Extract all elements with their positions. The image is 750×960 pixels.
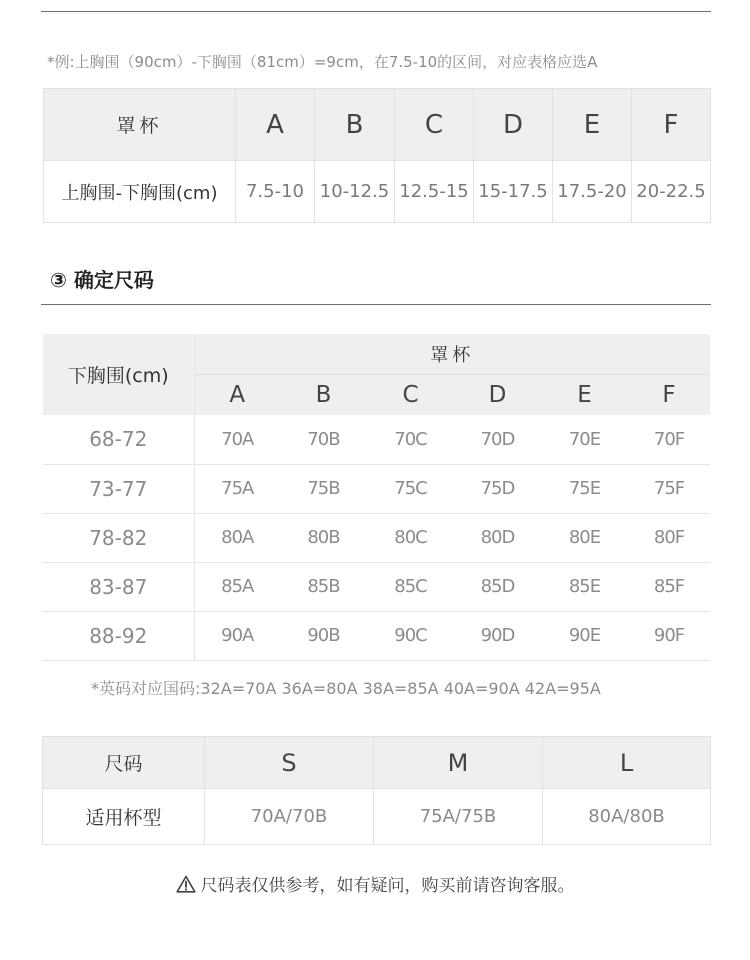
table-row — [43, 415, 710, 464]
cup-range-label: 上胸围-下胸围(cm) — [44, 161, 236, 223]
size-cell: 80D — [454, 513, 541, 562]
fit-cup-m: 75A/75B — [374, 789, 543, 845]
cup-header-b: B — [315, 89, 395, 161]
cup-header-d: D — [474, 89, 553, 161]
size-cell: 85C — [367, 562, 454, 611]
size-cup-e: E — [541, 374, 628, 415]
fit-header-row — [43, 737, 711, 789]
warning-icon — [176, 875, 196, 893]
size-cell: 75B — [280, 464, 367, 513]
size-cup-c: C — [367, 374, 454, 415]
underbust-range: 68-72 — [43, 415, 194, 464]
cup-header-f: F — [632, 89, 711, 161]
cup-range-e: 17.5-20 — [553, 161, 632, 223]
size-cell: 80C — [367, 513, 454, 562]
size-cell: 85B — [280, 562, 367, 611]
section-number: ③ — [50, 268, 67, 292]
size-cell: 90D — [454, 611, 541, 660]
cup-header-a: A — [236, 89, 315, 161]
cup-header-c: C — [395, 89, 474, 161]
fit-cup-row — [43, 789, 711, 845]
footer-text: 尺码表仅供参考，如有疑问，购买前请咨询客服。 — [200, 876, 575, 896]
size-cell: 70A — [194, 415, 280, 464]
top-divider — [41, 11, 711, 12]
size-cell: 75E — [541, 464, 628, 513]
underbust-range: 78-82 — [43, 513, 194, 562]
size-cell: 90E — [541, 611, 628, 660]
table-row — [43, 513, 710, 562]
cup-header-e: E — [553, 89, 632, 161]
cup-range-f: 20-22.5 — [632, 161, 711, 223]
table-row — [43, 611, 710, 660]
size-cell: 85D — [454, 562, 541, 611]
size-cell: 75F — [628, 464, 710, 513]
size-cell: 90A — [194, 611, 280, 660]
table-row — [43, 562, 710, 611]
size-cell: 90F — [628, 611, 710, 660]
size-cell: 70B — [280, 415, 367, 464]
cup-header-label: 罩杯 — [44, 89, 236, 161]
size-cell: 75D — [454, 464, 541, 513]
size-cell: 80E — [541, 513, 628, 562]
fit-cup-l: 80A/80B — [543, 789, 711, 845]
conversion-note: *英码对应国码:32A=70A 36A=80A 38A=85A 40A=90A 42A=95A — [91, 679, 601, 698]
underbust-range: 73-77 — [43, 464, 194, 513]
size-cell: 70E — [541, 415, 628, 464]
size-cell: 80F — [628, 513, 710, 562]
cup-range-c: 12.5-15 — [395, 161, 474, 223]
size-cell: 85A — [194, 562, 280, 611]
cup-range-table — [43, 88, 711, 223]
fit-cup-s: 70A/70B — [205, 789, 374, 845]
underbust-range: 88-92 — [43, 611, 194, 660]
fit-header-label: 尺码 — [43, 737, 205, 789]
cup-header-row — [44, 89, 711, 161]
section-divider — [41, 304, 711, 305]
size-header-row — [43, 334, 710, 374]
size-cell: 80A — [194, 513, 280, 562]
table-row — [43, 464, 710, 513]
size-cup-f: F — [628, 374, 710, 415]
cup-group-header: 罩杯 — [194, 334, 710, 374]
fit-size-m: M — [374, 737, 543, 789]
size-cell: 85E — [541, 562, 628, 611]
size-cup-a: A — [194, 374, 280, 415]
underbust-header: 下胸围(cm) — [43, 334, 194, 415]
size-cell: 70C — [367, 415, 454, 464]
cup-range-d: 15-17.5 — [474, 161, 553, 223]
size-cell: 85F — [628, 562, 710, 611]
footer-disclaimer — [0, 871, 750, 896]
cup-range-a: 7.5-10 — [236, 161, 315, 223]
size-cell: 70D — [454, 415, 541, 464]
cup-range-row — [44, 161, 711, 223]
section-heading — [50, 264, 154, 293]
size-cell: 75C — [367, 464, 454, 513]
cup-range-b: 10-12.5 — [315, 161, 395, 223]
fit-row-label: 适用杯型 — [43, 789, 205, 845]
fit-size-l: L — [543, 737, 711, 789]
fit-size-s: S — [205, 737, 374, 789]
size-cell: 90C — [367, 611, 454, 660]
size-lookup-table — [43, 334, 710, 661]
size-cell: 80B — [280, 513, 367, 562]
section-title: 确定尺码 — [73, 268, 154, 292]
underbust-range: 83-87 — [43, 562, 194, 611]
size-cup-d: D — [454, 374, 541, 415]
size-cell: 75A — [194, 464, 280, 513]
cup-fit-table — [42, 736, 711, 845]
size-cell: 90B — [280, 611, 367, 660]
size-cup-b: B — [280, 374, 367, 415]
example-note: *例:上胸围（90cm）-下胸围（81cm）=9cm，在7.5-10的区间，对应表格应选A — [47, 53, 598, 71]
size-cell: 70F — [628, 415, 710, 464]
